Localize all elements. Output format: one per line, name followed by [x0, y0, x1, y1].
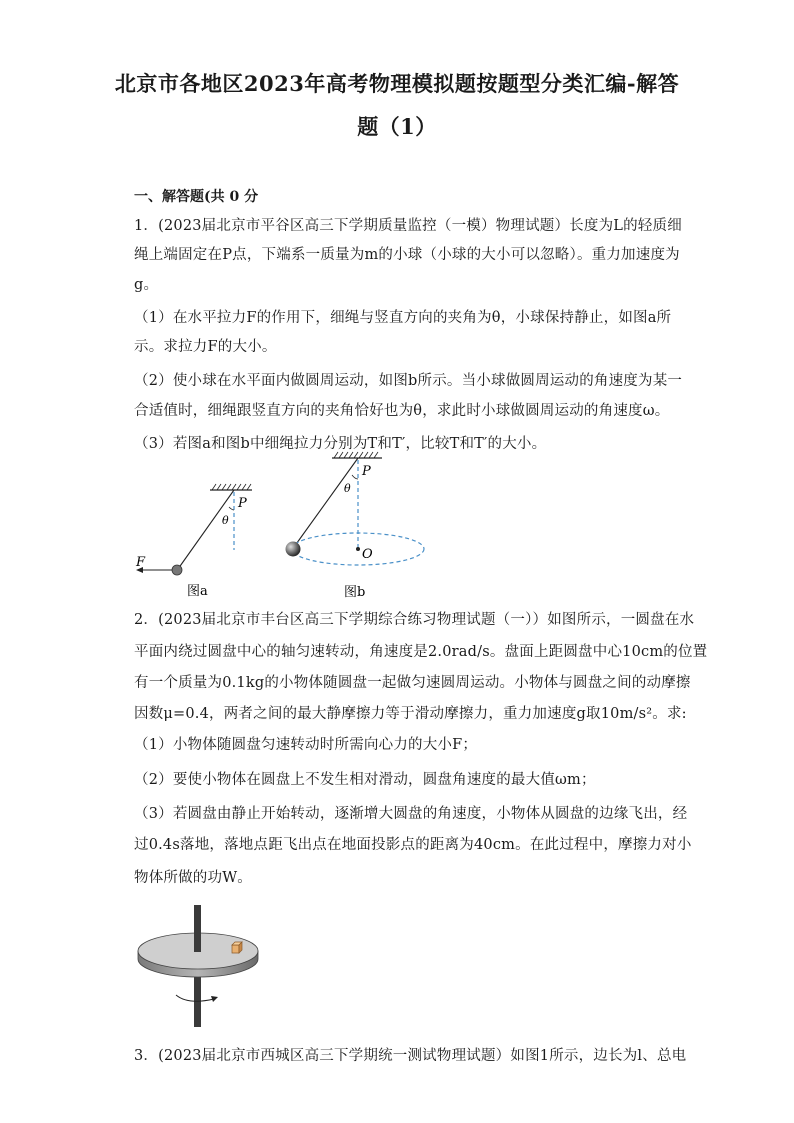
- label-theta: θ: [344, 482, 351, 495]
- axle-bottom: [194, 969, 201, 1027]
- q2-line-4: 因数μ=0.4，两者之间的最大静摩擦力等于滑动摩擦力，重力加速度g取10m/s²。求:: [134, 706, 687, 722]
- q2-line-1: 2．(2023届北京市丰台区高三下学期综合练习物理试题（一））如图所示，一圆盘在水: [134, 612, 695, 628]
- q1-line-7: 合适值时，细绳跟竖直方向的夹角恰好也为θ，求此时小球做圆周运动的角速度ω。: [134, 403, 670, 419]
- caption-a: 图a: [187, 584, 208, 599]
- axle-top: [194, 905, 201, 952]
- q1-line-1: 1．(2023届北京市平谷区高三下学期质量监控（一模）物理试题）长度为L的轻质细: [134, 218, 682, 234]
- q1-line-3: g。: [134, 277, 159, 293]
- figure-b: [280, 450, 440, 600]
- page-title-line1: 北京市各地区2023年高考物理模拟题按题型分类汇编-解答: [114, 71, 680, 96]
- ceiling-hatch: [212, 484, 251, 490]
- q2-line-7: （3）若圆盘由静止开始转动，逐渐增大圆盘的角速度，小物体从圆盘的边缘飞出，经: [134, 806, 688, 822]
- label-F: F: [136, 555, 146, 570]
- q2-line-8: 过0.4s落地，落地点距飞出点在地面投影点的距离为40cm。在此过程中，摩擦力对小: [134, 837, 692, 853]
- label-theta: θ: [222, 514, 229, 527]
- ball: [286, 542, 301, 557]
- ceiling-hatch: [334, 452, 378, 458]
- figure-a: [130, 482, 260, 602]
- q1-line-4: （1）在水平拉力F的作用下，细绳与竖直方向的夹角为θ，小球保持静止，如图a所: [134, 310, 672, 326]
- figure-rotating-disc: [132, 903, 292, 1033]
- string: [178, 490, 234, 569]
- q2-line-3: 有一个质量为0.1kg的小物体随圆盘一起做匀速圆周运动。小物体与圆盘之间的动摩擦: [134, 675, 691, 691]
- label-P: P: [362, 464, 371, 479]
- caption-b: 图b: [344, 585, 366, 600]
- ball: [172, 565, 182, 575]
- rotation-arrow-head: [211, 996, 218, 1002]
- section-heading: 一、解答题(共 0 分: [134, 189, 259, 205]
- small-object: [232, 942, 242, 953]
- label-O: O: [362, 547, 373, 562]
- q2-line-5: （1）小物体随圆盘匀速转动时所需向心力的大小F；: [134, 737, 478, 753]
- q1-line-5: 示。求拉力F的大小。: [134, 339, 277, 355]
- q3-line-1: 3．(2023届北京市西城区高三下学期统一测试物理试题）如图1所示，边长为l、总电: [134, 1048, 687, 1064]
- q1-line-2: 绳上端固定在P点，下端系一质量为m的小球（小球的大小可以忽略）。重力加速度为: [134, 247, 680, 263]
- q1-line-6: （2）使小球在水平面内做圆周运动，如图b所示。当小球做圆周运动的角速度为某一: [134, 373, 683, 389]
- label-P: P: [238, 496, 247, 511]
- q2-line-6: （2）要使小物体在圆盘上不发生相对滑动，圆盘角速度的最大值ωm；: [134, 772, 596, 788]
- q2-line-9: 物体所做的功W。: [134, 870, 253, 886]
- page-title-line2: 题（1）: [357, 114, 437, 139]
- angle-arc: [229, 507, 234, 510]
- string: [294, 458, 358, 547]
- q1-line-8: （3）若图a和图b中细绳拉力分别为T和T′，比较T和T′的大小。: [134, 436, 547, 452]
- center-point: [356, 547, 360, 551]
- angle-arc: [352, 475, 358, 479]
- q2-line-2: 平面内绕过圆盘中心的轴匀速转动，角速度是2.0rad/s。盘面上距圆盘中心10cm的位置: [134, 644, 708, 660]
